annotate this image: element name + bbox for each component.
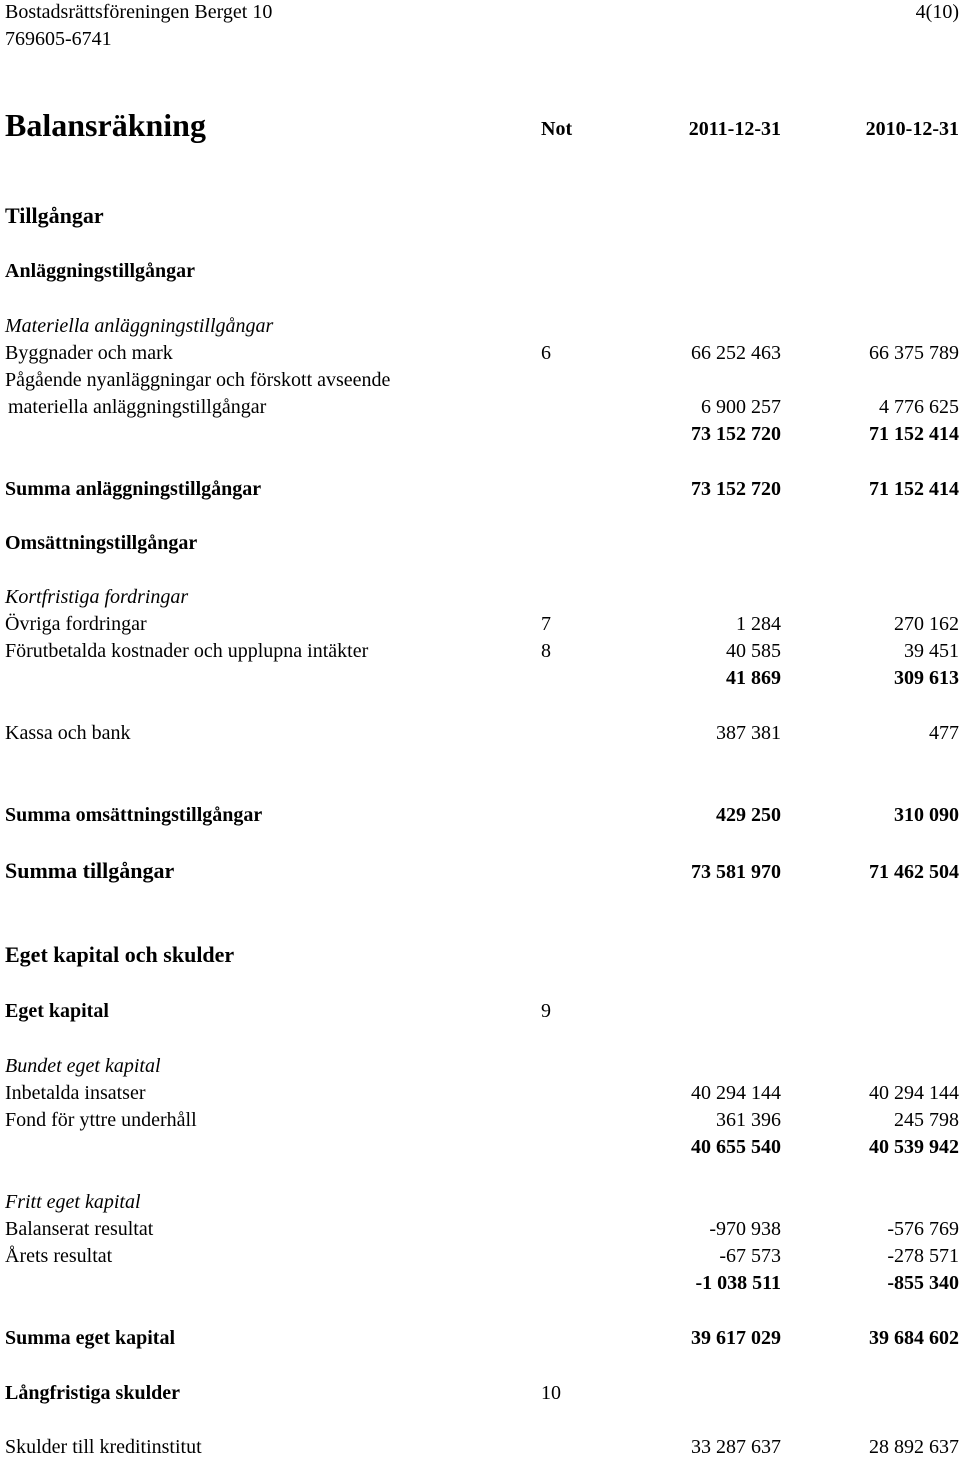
column-header-previous: 2010-12-31 [865, 118, 959, 140]
row-label: Inbetalda insatser [5, 1082, 146, 1104]
value-current: 387 381 [716, 722, 781, 744]
value-current: 1 284 [736, 613, 781, 635]
row-label-construction-line1: Pågående nyanläggningar och förskott avseende [5, 369, 391, 391]
row-label: Årets resultat [5, 1245, 113, 1267]
value-current: 73 581 970 [691, 861, 781, 883]
row-note: 7 [541, 613, 551, 635]
value-previous: 310 090 [894, 804, 959, 826]
row-label: Summa omsättningstillgångar [5, 804, 263, 826]
heading-current-assets: Omsättningstillgångar [5, 532, 198, 554]
column-header-note: Not [541, 118, 573, 140]
row-label: Eget kapital [5, 1000, 109, 1022]
column-header-current: 2011-12-31 [688, 118, 781, 140]
value-previous: 245 798 [894, 1109, 959, 1131]
value-previous: 39 451 [904, 640, 959, 662]
row-note: 8 [541, 640, 551, 662]
value-current: -1 038 511 [695, 1272, 781, 1294]
row-note: 6 [541, 342, 551, 364]
row-label: Långfristiga skulder [5, 1382, 181, 1404]
value-current: 33 287 637 [691, 1436, 781, 1458]
row-label: materiella anläggningstillgångar [8, 396, 267, 418]
row-note: 10 [541, 1382, 561, 1404]
value-current: 40 655 540 [691, 1136, 781, 1158]
heading-receivables: Kortfristiga fordringar [5, 586, 189, 608]
value-current: 39 617 029 [691, 1327, 781, 1349]
value-previous: 270 162 [894, 613, 959, 635]
value-current: 40 294 144 [691, 1082, 781, 1104]
value-current: 429 250 [716, 804, 781, 826]
heading-free-equity: Fritt eget kapital [5, 1191, 141, 1213]
heading-restricted-equity: Bundet eget kapital [5, 1055, 161, 1077]
row-label: Summa eget kapital [5, 1327, 175, 1349]
value-current: -67 573 [719, 1245, 781, 1267]
value-previous: 40 539 942 [869, 1136, 959, 1158]
row-label: Skulder till kreditinstitut [5, 1436, 202, 1458]
row-label: Summa tillgångar [5, 858, 175, 883]
value-current: 40 585 [726, 640, 781, 662]
page-number: 4(10) [915, 1, 959, 23]
value-previous: 71 152 414 [869, 478, 959, 500]
value-previous: 477 [929, 722, 959, 744]
value-current: -970 938 [709, 1218, 781, 1240]
value-previous: 71 462 504 [869, 861, 959, 883]
row-label: Förutbetalda kostnader och upplupna intäkter [5, 640, 369, 662]
row-label: Fond för yttre underhåll [5, 1109, 197, 1131]
value-previous: 28 892 637 [869, 1436, 959, 1458]
org-number: 769605-6741 [5, 28, 112, 50]
value-previous: -278 571 [887, 1245, 959, 1267]
value-previous: -855 340 [887, 1272, 959, 1294]
value-current: 66 252 463 [691, 342, 781, 364]
value-current: 6 900 257 [701, 396, 781, 418]
row-label: Kassa och bank [5, 722, 131, 744]
value-previous: 309 613 [894, 667, 959, 689]
value-previous: 40 294 144 [869, 1082, 959, 1104]
value-current: 73 152 720 [691, 423, 781, 445]
section-heading-equity-liabilities: Eget kapital och skulder [5, 942, 235, 967]
value-current: 361 396 [716, 1109, 781, 1131]
value-previous: -576 769 [887, 1218, 959, 1240]
value-current: 41 869 [726, 667, 781, 689]
value-previous: 39 684 602 [869, 1327, 959, 1349]
value-current: 73 152 720 [691, 478, 781, 500]
section-heading-assets: Tillgångar [5, 203, 104, 228]
page-title: Balansräkning [5, 107, 206, 143]
org-name: Bostadsrättsföreningen Berget 10 [5, 1, 273, 23]
row-label: Byggnader och mark [5, 342, 173, 364]
value-previous: 4 776 625 [879, 396, 959, 418]
heading-tangible-assets: Materiella anläggningstillgångar [5, 315, 274, 337]
row-label: Summa anläggningstillgångar [5, 478, 262, 500]
row-label: Övriga fordringar [5, 613, 147, 635]
row-label: Balanserat resultat [5, 1218, 154, 1240]
row-note: 9 [541, 1000, 551, 1022]
value-previous: 66 375 789 [869, 342, 959, 364]
value-previous: 71 152 414 [869, 423, 959, 445]
heading-fixed-assets: Anläggningstillgångar [5, 260, 196, 282]
